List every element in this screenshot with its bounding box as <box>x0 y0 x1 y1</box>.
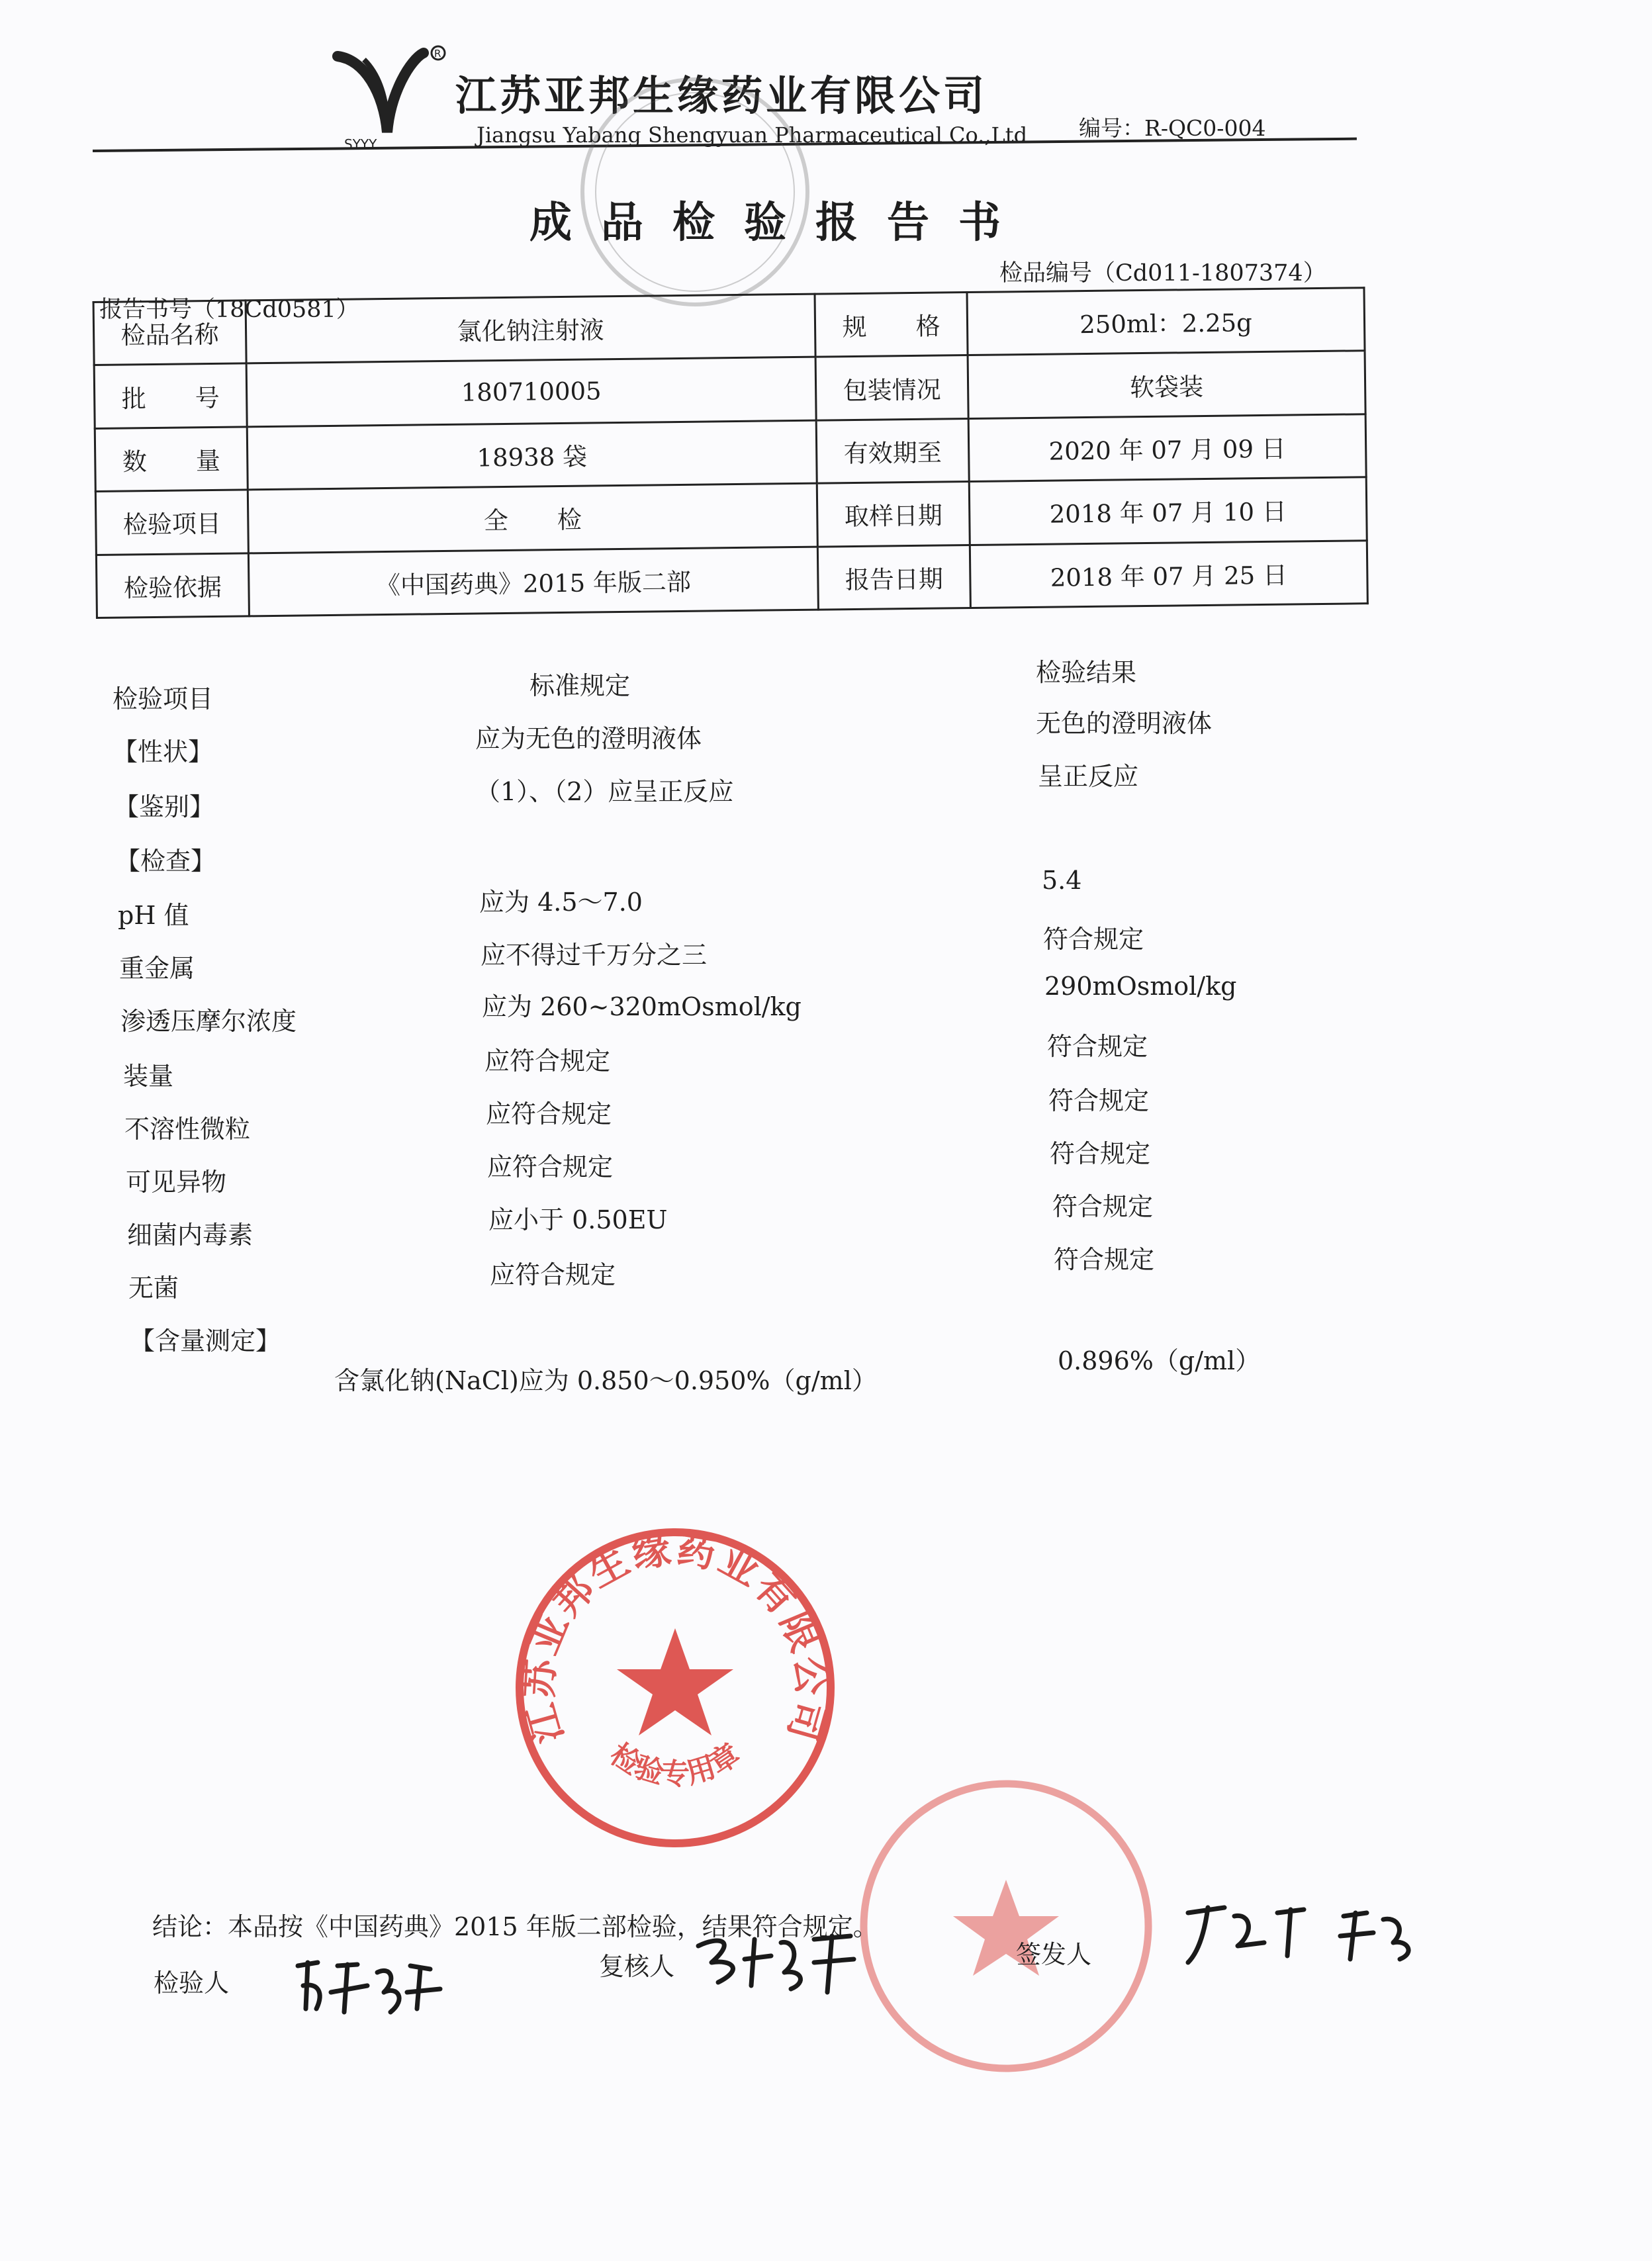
seal-company-text: 江苏亚邦生缘药业有限公司 <box>516 1526 835 1749</box>
item-standard: 含氯化钠(NaCl)应为 0.850～0.950%（g/ml） <box>334 1366 877 1395</box>
reviewer-signature <box>692 1923 857 1996</box>
item-result: 符合规定 <box>1052 1192 1154 1221</box>
company-name-cn: 江苏亚邦生缘药业有限公司 <box>455 71 988 120</box>
item-standard: 应符合规定 <box>486 1099 612 1129</box>
info-value: 《中国药典》2015 年版二部 <box>248 547 818 616</box>
seal-sub-text: 检验专用章 <box>604 1737 747 1792</box>
item-result: 290mOsmol/kg <box>1044 972 1237 1001</box>
item-standard: 应小于 0.50EU <box>488 1205 668 1234</box>
item-result: 符合规定 <box>1047 1032 1148 1061</box>
company-name-en: Jiangsu Yabang Shengyuan Pharmaceutical Co.,Ltd <box>477 122 1028 148</box>
item-standard: （1）、（2）应呈正反应 <box>475 777 734 806</box>
item-name: 细菌内毒素 <box>127 1221 253 1250</box>
item-standard: 应符合规定 <box>484 1046 611 1076</box>
item-result: 0.896%（g/ml） <box>1058 1346 1261 1375</box>
info-value: 180710005 <box>246 357 816 427</box>
reviewer-label: 复核人 <box>599 1952 675 1981</box>
info-value: 250ml：2.25g <box>967 288 1365 355</box>
item-result: 符合规定 <box>1043 925 1144 954</box>
item-name: 可见异物 <box>126 1168 227 1197</box>
item-name: 无菌 <box>128 1273 179 1303</box>
info-value: 软袋装 <box>968 351 1365 418</box>
item-result: 符合规定 <box>1054 1245 1155 1274</box>
item-name: 【性状】 <box>113 737 214 766</box>
item-name: 不溶性微粒 <box>124 1115 251 1144</box>
info-label: 包装情况 <box>815 355 968 420</box>
column-header-result: 检验结果 <box>1036 658 1137 687</box>
item-standard: 应为无色的澄明液体 <box>475 724 702 753</box>
info-value: 2020 年 07 月 09 日 <box>968 414 1366 482</box>
info-value: 18938 袋 <box>247 420 817 490</box>
info-label: 取样日期 <box>817 482 970 547</box>
item-result: 符合规定 <box>1048 1086 1150 1115</box>
logo-text: SYYY <box>344 136 377 152</box>
report-title: 成品检验报告书 <box>529 198 1030 248</box>
inspector-signature <box>291 1946 443 2019</box>
document-number: 编号：R-QC0-004 <box>1079 115 1266 141</box>
company-logo <box>324 40 450 152</box>
column-header-item: 检验项目 <box>113 684 214 714</box>
info-row <box>96 540 1367 618</box>
company-seal-lower <box>854 1774 1158 2078</box>
info-value: 2018 年 07 月 10 日 <box>969 477 1367 545</box>
info-label: 批 号 <box>94 363 247 428</box>
column-header-standard: 标准规定 <box>529 671 631 700</box>
item-standard: 应为 260~320mOsmol/kg <box>482 992 802 1021</box>
info-value: 氯化钠注射液 <box>246 294 815 363</box>
item-standard: 应符合规定 <box>490 1260 616 1289</box>
info-value: 全 检 <box>248 483 817 553</box>
info-table <box>93 287 1367 619</box>
item-standard: 应符合规定 <box>487 1152 614 1181</box>
inspector-label: 检验人 <box>154 1968 230 1998</box>
svg-text:R: R <box>434 48 441 60</box>
company-seal <box>510 1522 841 1853</box>
item-name: 重金属 <box>119 954 195 983</box>
signer-label: 签发人 <box>1016 1940 1092 1969</box>
item-result: 无色的澄明液体 <box>1036 709 1213 738</box>
info-label: 检验项目 <box>95 490 248 555</box>
item-result: 呈正反应 <box>1038 762 1139 791</box>
item-name: 装量 <box>123 1062 174 1091</box>
item-name: 【检查】 <box>115 847 216 876</box>
conclusion-text: 结论：本品按《中国药典》2015 年版二部检验，结果符合规定。 <box>152 1912 878 1941</box>
info-label: 检品名称 <box>93 300 246 365</box>
info-label: 检验依据 <box>96 553 249 618</box>
item-result: 5.4 <box>1042 866 1082 895</box>
info-label: 有效期至 <box>816 418 969 483</box>
item-standard: 应为 4.5～7.0 <box>479 888 643 917</box>
item-name: 渗透压摩尔浓度 <box>120 1007 297 1036</box>
item-name: 【含量测定】 <box>130 1326 281 1356</box>
signer-signature <box>1185 1893 1423 1972</box>
item-name: 【鉴别】 <box>114 792 215 821</box>
info-label: 数 量 <box>95 427 248 492</box>
item-result: 符合规定 <box>1050 1139 1151 1168</box>
item-standard: 应不得过千万分之三 <box>481 941 708 970</box>
info-label: 报告日期 <box>817 545 970 610</box>
info-value: 2018 年 07 月 25 日 <box>970 540 1367 608</box>
info-label: 规 格 <box>815 293 968 357</box>
sample-number: 检品编号（Cd011-1807374） <box>999 260 1326 287</box>
report-number: 报告书号（18Cd0581） <box>99 297 359 323</box>
item-name: pH 值 <box>118 901 189 930</box>
